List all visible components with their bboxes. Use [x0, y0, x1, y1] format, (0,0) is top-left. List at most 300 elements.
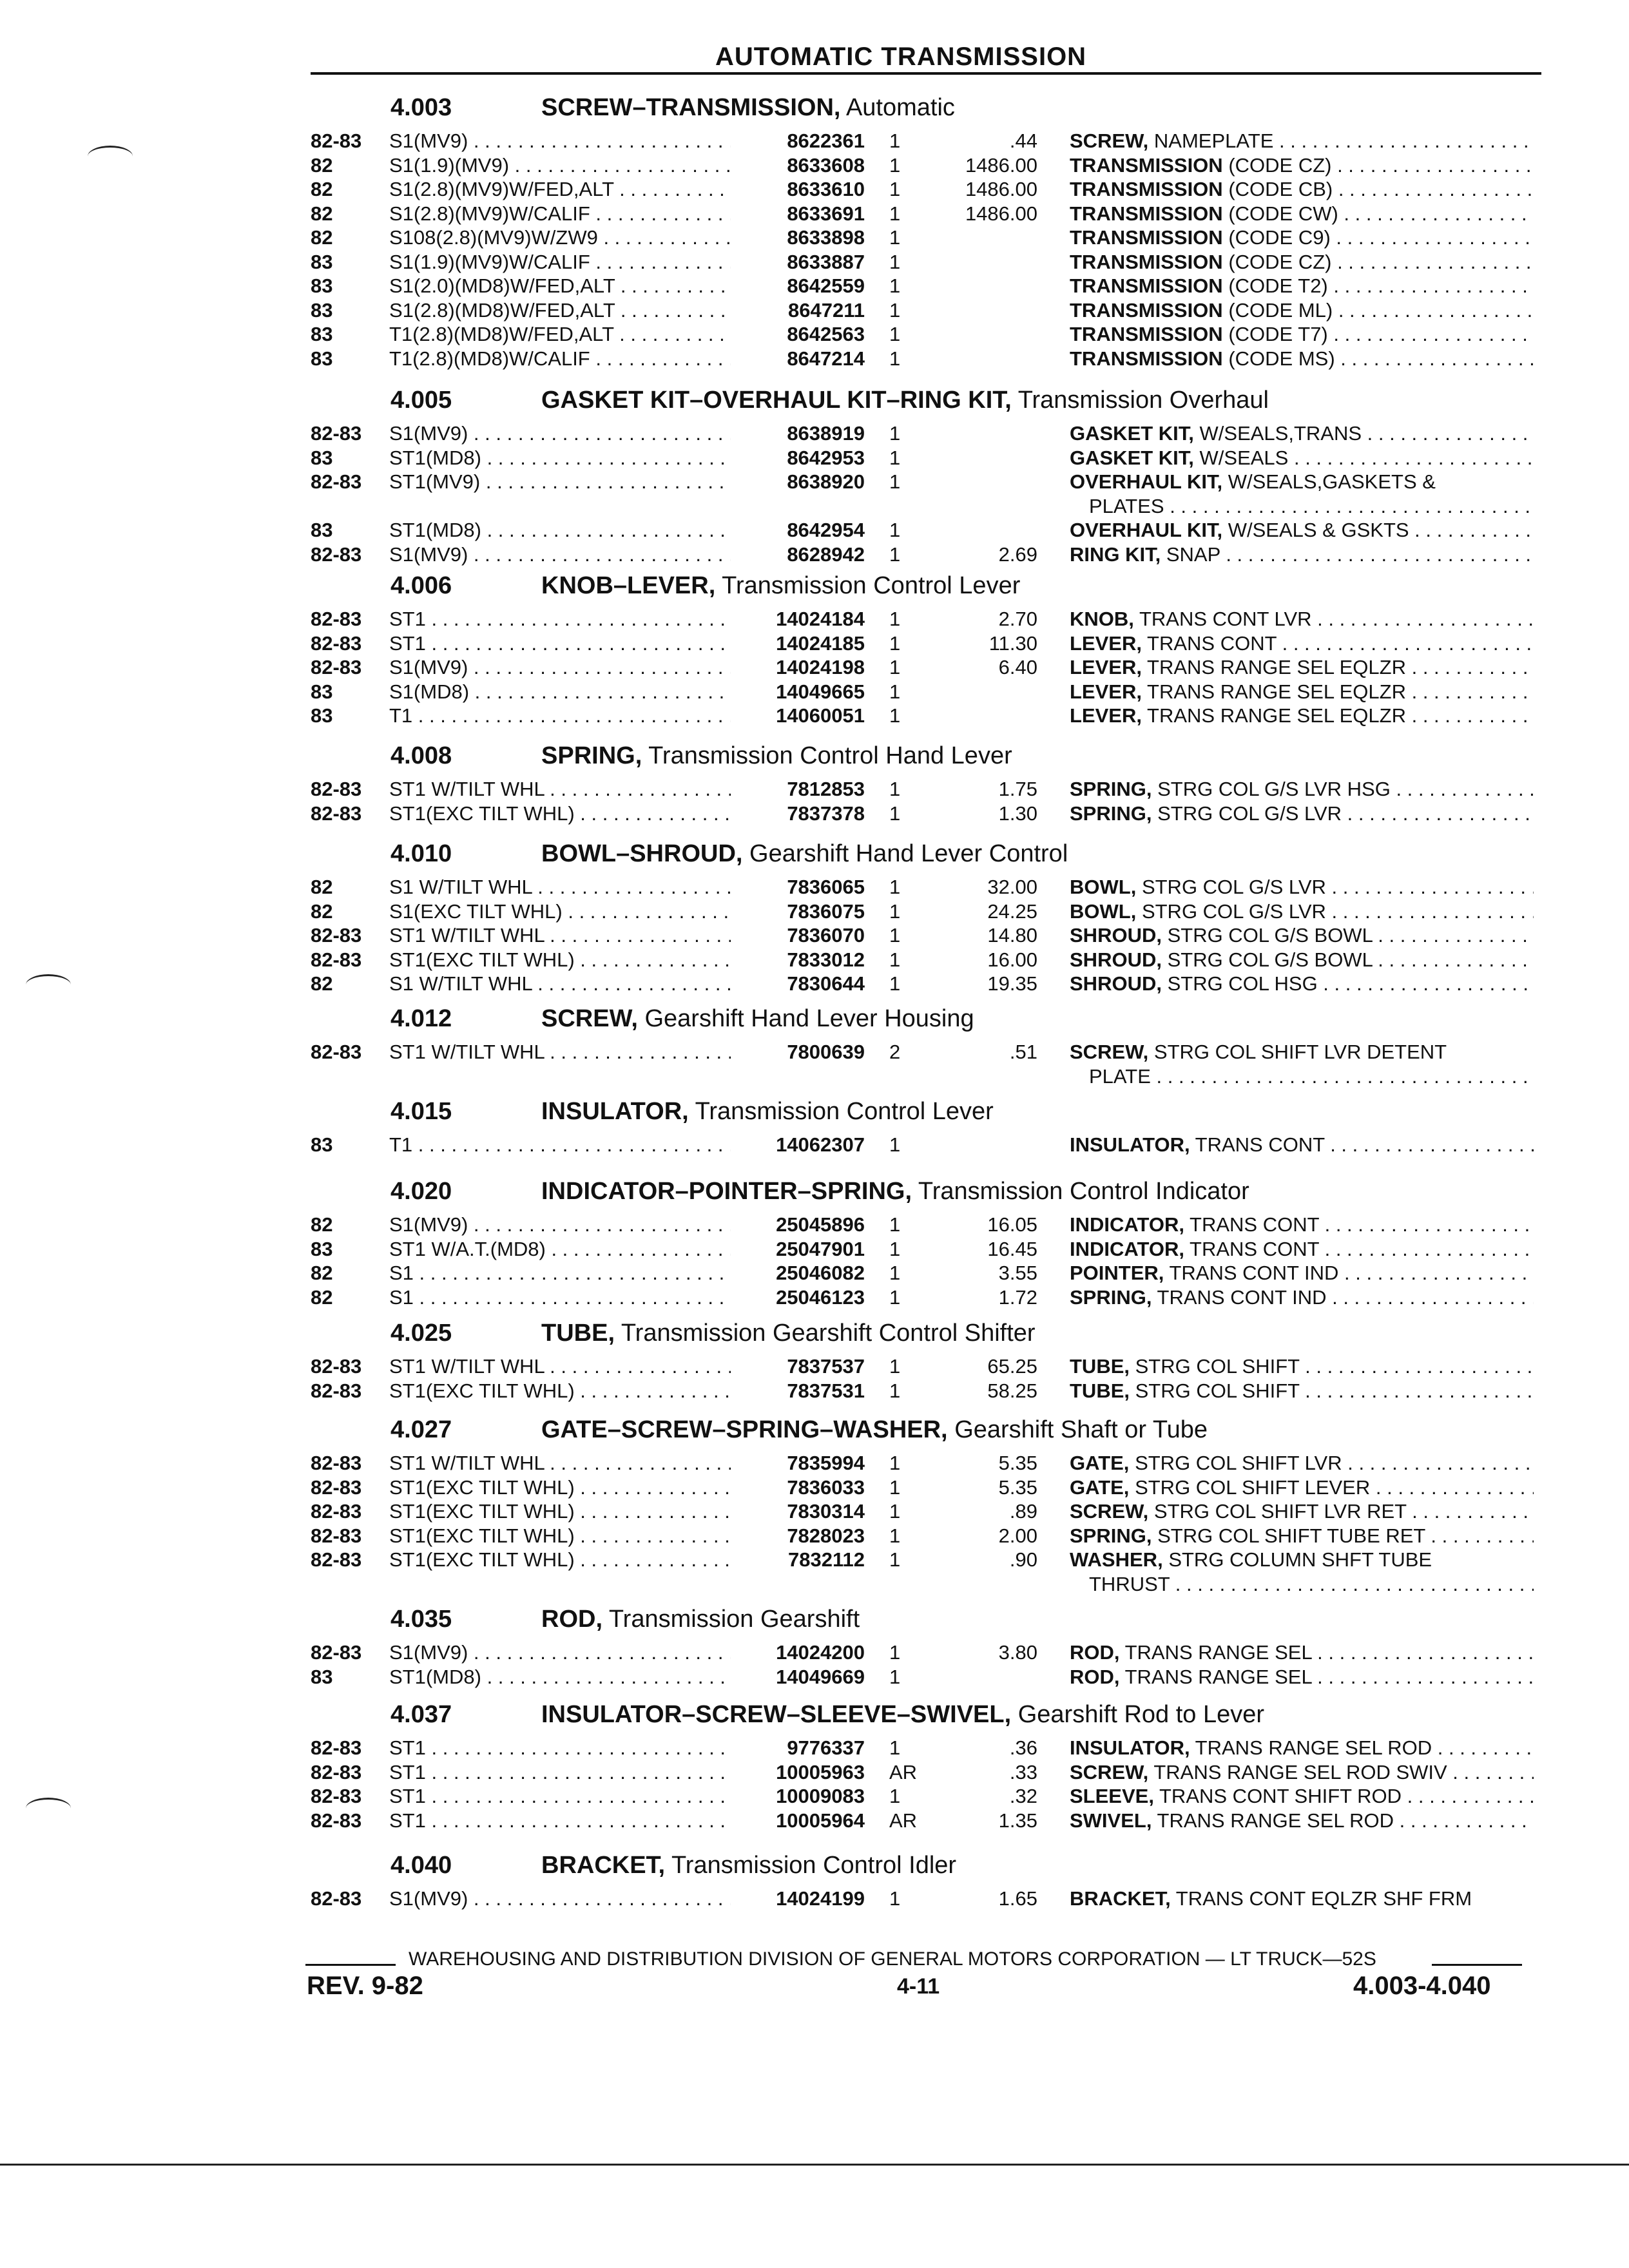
application-desc: S1 W/TILT WHL . . . — [389, 972, 731, 995]
part-name-main: TRANSMISSION — [1070, 323, 1223, 345]
section-title-main: ROD, — [541, 1606, 602, 1633]
part-name — [1070, 518, 1534, 542]
section-title-sub: Gearshift Hand Lever Control — [749, 840, 1068, 867]
quantity: 1 — [889, 924, 901, 947]
price: 5.35 — [998, 1452, 1037, 1474]
part-name-rest: TRANS CONT EQLZR SHF FRM — [1175, 1887, 1472, 1910]
part-name-main: SCREW, — [1070, 130, 1149, 152]
part-name-main: TRANSMISSION — [1070, 250, 1223, 273]
model-year: 82-83 — [311, 924, 362, 947]
part-name-rest: TRANS RANGE SEL EQLZR — [1147, 680, 1406, 703]
part-number: 8633887 — [787, 250, 865, 273]
application-desc: S1(2.8)(MV9)W/CALIF . . . — [389, 202, 731, 226]
part-row — [0, 298, 1629, 322]
model-year: 83 — [311, 1133, 333, 1156]
part-name — [1070, 704, 1534, 727]
part-row — [0, 1887, 1629, 1910]
part-name — [1070, 777, 1534, 801]
model-year: 82-83 — [311, 1785, 362, 1807]
page-header-title: AUTOMATIC TRANSMISSION — [715, 43, 1087, 71]
part-name-main: LEVER, — [1070, 656, 1142, 678]
section-title-main: GATE–SCREW–SPRING–WASHER, — [541, 1416, 948, 1443]
quantity: 1 — [889, 274, 901, 297]
price: .33 — [1009, 1760, 1037, 1783]
part-number: 7812853 — [787, 778, 865, 800]
footer-page-number: 4-11 — [897, 1974, 940, 1999]
quantity: 1 — [889, 1887, 901, 1910]
part-name — [1070, 802, 1534, 825]
part-name — [1070, 470, 1534, 494]
model-year: 82 — [311, 972, 333, 995]
part-row — [0, 1760, 1629, 1784]
price: 16.05 — [987, 1213, 1037, 1236]
part-row — [0, 1237, 1629, 1261]
part-number: 7800639 — [787, 1041, 865, 1063]
model-year: 83 — [311, 446, 333, 469]
part-number: 7832112 — [788, 1548, 865, 1571]
part-name-rest: TRANS RANGE SEL ROD — [1195, 1736, 1432, 1759]
quantity: AR — [889, 1809, 918, 1832]
section-title — [541, 1416, 1208, 1444]
model-year: 83 — [311, 1665, 333, 1688]
quantity: 1 — [889, 1213, 901, 1236]
model-year: 82-83 — [311, 1548, 362, 1571]
section-title-sub: Transmission Control Idler — [671, 1852, 957, 1879]
model-year: 82 — [311, 153, 333, 177]
part-name-rest: STRG COL SHIFT LEVER — [1135, 1475, 1371, 1499]
application-desc: ST1(EXC TILT WHL) . . . — [389, 802, 731, 825]
part-row — [0, 1040, 1629, 1064]
part-name-main: LEVER, — [1070, 680, 1142, 703]
part-number: 14024200 — [776, 1641, 865, 1664]
part-name-main: GASKET KIT, — [1070, 446, 1194, 469]
part-name-main: TRANSMISSION — [1070, 153, 1223, 177]
quantity: 1 — [889, 1285, 901, 1309]
part-number: 25047901 — [776, 1237, 865, 1260]
part-row — [0, 948, 1629, 972]
application-desc: S1(MD8) . . . — [389, 680, 731, 704]
model-year: 83 — [311, 323, 333, 345]
model-year: 82-83 — [311, 1641, 362, 1664]
price: 1486.00 — [965, 202, 1037, 225]
part-row — [0, 1354, 1629, 1378]
part-name-main: GATE, — [1070, 1475, 1130, 1499]
quantity: 1 — [889, 631, 901, 655]
application-desc: ST1 . . . — [389, 1809, 731, 1832]
part-name — [1070, 1499, 1534, 1523]
part-row — [0, 1640, 1629, 1664]
part-number: 8647211 — [788, 298, 865, 322]
price: 1.30 — [998, 802, 1037, 825]
page-bottom-rule — [0, 2164, 1629, 2166]
part-name-main: SPRING, — [1070, 1524, 1152, 1547]
section-title — [541, 742, 1012, 770]
part-name-rest: W/SEALS,GASKETS & — [1228, 470, 1436, 493]
part-row — [0, 1736, 1629, 1760]
part-number: 14049669 — [776, 1665, 865, 1688]
quantity: 1 — [889, 1452, 901, 1474]
price: 14.80 — [987, 924, 1037, 947]
part-name-main: KNOB, — [1070, 608, 1134, 630]
section-title-sub: Transmission Control Indicator — [918, 1178, 1249, 1205]
part-row — [0, 202, 1629, 226]
quantity: 1 — [889, 543, 901, 566]
model-year: 83 — [311, 347, 333, 370]
price: 5.35 — [998, 1475, 1037, 1499]
part-row — [0, 704, 1629, 727]
part-number: 8642563 — [787, 323, 865, 345]
model-year: 83 — [311, 298, 333, 322]
part-name — [1070, 1261, 1534, 1285]
quantity: 1 — [889, 1641, 901, 1664]
part-name — [1070, 972, 1534, 995]
section-title — [541, 572, 1020, 600]
price: .32 — [1009, 1785, 1037, 1807]
part-row — [0, 421, 1629, 445]
part-name-main: ROD, — [1070, 1641, 1120, 1664]
application-desc: S1 W/TILT WHL . . . — [389, 875, 731, 899]
part-name-main: RING KIT, — [1070, 543, 1161, 566]
application-desc: ST1 W/TILT WHL . . . — [389, 777, 731, 801]
application-desc: ST1 W/TILT WHL . . . — [389, 1451, 731, 1475]
application-desc: S1(MV9) . . . — [389, 655, 731, 679]
part-name-main: LEVER, — [1070, 631, 1142, 655]
part-name-main: BRACKET, — [1070, 1887, 1171, 1910]
model-year: 82-83 — [311, 1736, 362, 1759]
part-number: 8638920 — [787, 470, 865, 493]
part-name-rest: TRANS RANGE SEL — [1124, 1665, 1312, 1688]
hole-punch-mark — [88, 146, 133, 167]
application-desc: S1(2.0)(MD8)W/FED,ALT . . . — [389, 274, 731, 298]
section-title-sub: Gearshift Hand Lever Housing — [644, 1005, 974, 1032]
part-name-rest: NAMEPLATE — [1153, 130, 1274, 152]
section-title — [541, 840, 1068, 868]
part-number: 8633691 — [787, 202, 865, 225]
quantity: 1 — [889, 778, 901, 800]
price: 32.00 — [987, 876, 1037, 898]
part-row — [0, 1261, 1629, 1285]
part-name-rest: STRG COL G/S LVR HSG — [1157, 778, 1391, 800]
part-number: 8633898 — [787, 226, 865, 249]
section-header — [0, 840, 1629, 872]
part-name-main: INDICATOR, — [1070, 1237, 1184, 1260]
quantity: 1 — [889, 250, 901, 273]
application-desc: S1 . . . — [389, 1261, 731, 1285]
model-year: 82-83 — [311, 802, 362, 825]
quantity: 1 — [889, 130, 901, 152]
section-title-sub: Gearshift Rod to Lever — [1017, 1701, 1265, 1728]
model-year: 83 — [311, 250, 333, 273]
price: 1.72 — [998, 1285, 1037, 1309]
part-name-rest: STRG COL SHIFT LVR RET — [1153, 1500, 1407, 1523]
part-name-main: INDICATOR, — [1070, 1213, 1184, 1236]
section-title — [541, 387, 1269, 414]
model-year: 82-83 — [311, 778, 362, 800]
price: 1.35 — [998, 1809, 1037, 1832]
application-desc: ST1(EXC TILT WHL) . . . — [389, 1548, 731, 1571]
part-row — [0, 655, 1629, 679]
model-year: 82-83 — [311, 1500, 362, 1523]
part-row — [0, 1213, 1629, 1236]
part-row — [0, 322, 1629, 346]
quantity: 1 — [889, 202, 901, 225]
part-name — [1070, 1887, 1534, 1910]
part-name — [1070, 631, 1534, 655]
part-name — [1070, 347, 1534, 370]
section-number: 4.040 — [390, 1852, 452, 1879]
part-row — [0, 518, 1629, 542]
part-row — [0, 177, 1629, 201]
part-name-rest: STRG COL G/S BOWL — [1167, 924, 1373, 947]
part-name-rest: TRANS RANGE SEL — [1124, 1641, 1312, 1664]
part-name-main: INSULATOR, — [1070, 1133, 1190, 1156]
application-desc: ST1 . . . — [389, 631, 731, 655]
section-number: 4.025 — [390, 1320, 452, 1347]
model-year: 82-83 — [311, 1379, 362, 1402]
section-title-main: TUBE, — [541, 1320, 615, 1347]
quantity: 1 — [889, 1500, 901, 1523]
part-number: 10005963 — [776, 1760, 865, 1783]
price: 2.00 — [998, 1524, 1037, 1547]
footer-division-text: WAREHOUSING AND DISTRIBUTION DIVISION OF GENERAL MOTORS CORPORATION — LT TRUCK—52S — [409, 1948, 1376, 1970]
part-number: 8622361 — [787, 130, 865, 152]
section-title-sub: Transmission Control Lever — [695, 1098, 994, 1125]
application-desc: T1 . . . — [389, 1133, 731, 1157]
part-number: 7830314 — [787, 1500, 865, 1523]
part-name-rest: (CODE CZ) — [1228, 250, 1332, 273]
part-name — [1070, 1524, 1534, 1548]
price: 1.75 — [998, 778, 1037, 800]
model-year: 82-83 — [311, 1809, 362, 1832]
part-name-rest: W/SEALS — [1199, 446, 1289, 469]
section-title-main: GASKET KIT–OVERHAUL KIT–RING KIT, — [541, 387, 1012, 414]
section-number: 4.008 — [390, 742, 452, 769]
part-name — [1070, 226, 1534, 249]
application-desc: S1(MV9) . . . — [389, 421, 731, 445]
quantity: 1 — [889, 608, 901, 630]
part-name-rest: STRG COL SHIFT LVR DETENT — [1153, 1041, 1447, 1063]
part-number: 8647214 — [787, 347, 865, 370]
part-number: 8633608 — [787, 153, 865, 177]
part-row — [0, 1499, 1629, 1523]
quantity: 1 — [889, 1548, 901, 1571]
part-name — [1070, 446, 1534, 470]
model-year: 83 — [311, 274, 333, 297]
application-desc: S1(MV9) . . . — [389, 1213, 731, 1236]
part-number: 7836033 — [787, 1475, 865, 1499]
model-year: 82 — [311, 876, 333, 898]
section-title-sub: Transmission Gearshift Control Shifter — [621, 1320, 1036, 1347]
part-name-rest: TRANS CONT SHIFT ROD — [1159, 1785, 1402, 1807]
model-year: 82-83 — [311, 656, 362, 678]
part-row — [0, 1285, 1629, 1309]
part-name-rest: TRANS CONT — [1195, 1133, 1325, 1156]
part-name-rest: STRG COL SHIFT — [1135, 1355, 1300, 1378]
application-desc: ST1(MD8) . . . — [389, 446, 731, 470]
application-desc: ST1 W/A.T.(MD8) . . . — [389, 1237, 731, 1261]
model-year: 82-83 — [311, 130, 362, 152]
section-header — [0, 1098, 1629, 1130]
application-desc: S1(MV9) . . . — [389, 1640, 731, 1664]
part-name-rest: STRG COL G/S LVR — [1141, 899, 1326, 923]
price: .51 — [1009, 1041, 1037, 1063]
section-header — [0, 742, 1629, 774]
application-desc: ST1 . . . — [389, 1784, 731, 1808]
application-desc: S1(MV9) . . . — [389, 1887, 731, 1910]
part-name — [1070, 1354, 1534, 1378]
part-name-rest: (CODE MS) — [1228, 347, 1335, 370]
application-desc: S1(2.8)(MV9)W/FED,ALT . . . — [389, 177, 731, 201]
part-name — [1070, 680, 1534, 704]
part-name-main: TRANSMISSION — [1070, 178, 1223, 200]
part-name-rest: STRG COL G/S LVR — [1141, 876, 1326, 898]
model-year: 82-83 — [311, 543, 362, 566]
model-year: 82 — [311, 1262, 333, 1284]
price: 24.25 — [987, 899, 1037, 923]
price: 6.40 — [998, 656, 1037, 678]
price: 11.30 — [988, 631, 1037, 655]
part-name-rest: TRANS CONT IND — [1169, 1262, 1339, 1284]
section-title-main: BOWL–SHROUD, — [541, 840, 743, 867]
part-number: 7830644 — [787, 972, 865, 995]
application-desc: ST1(EXC TILT WHL) . . . — [389, 948, 731, 972]
quantity: 1 — [889, 1736, 901, 1759]
quantity: 1 — [889, 1524, 901, 1547]
section-title-sub: Transmission Gearshift — [608, 1606, 860, 1633]
model-year: 82-83 — [311, 1452, 362, 1474]
part-name-main: OVERHAUL KIT, — [1070, 470, 1223, 493]
part-number: 14060051 — [776, 704, 865, 727]
part-name — [1070, 177, 1534, 201]
part-name — [1070, 202, 1534, 226]
quantity: 1 — [889, 347, 901, 370]
section-title-sub: Automatic — [845, 94, 955, 121]
application-desc: ST1(MV9) . . . — [389, 470, 731, 494]
part-name — [1070, 421, 1534, 445]
header-rule — [311, 72, 1541, 75]
part-name-main: GASKET KIT, — [1070, 422, 1194, 445]
part-name — [1070, 1285, 1534, 1309]
part-row — [0, 226, 1629, 249]
application-desc: ST1 . . . — [389, 1736, 731, 1760]
part-name-main: BOWL, — [1070, 876, 1137, 898]
part-name-main: TRANSMISSION — [1070, 202, 1223, 225]
model-year: 83 — [311, 704, 333, 727]
part-name — [1070, 1475, 1534, 1499]
section-header — [0, 387, 1629, 419]
part-name-continued: PLATE . . . — [1089, 1064, 1534, 1088]
part-number: 7837537 — [787, 1355, 865, 1378]
part-name-main: POINTER, — [1070, 1262, 1164, 1284]
application-desc: S1 . . . — [389, 1285, 731, 1309]
model-year: 83 — [311, 680, 333, 703]
model-year: 83 — [311, 1237, 333, 1260]
part-name-main: SCREW, — [1070, 1041, 1149, 1063]
part-name — [1070, 1640, 1534, 1664]
part-row — [0, 1524, 1629, 1548]
part-name-main: SHROUD, — [1070, 948, 1162, 971]
quantity: 1 — [889, 153, 901, 177]
model-year: 82 — [311, 178, 333, 200]
part-row — [0, 680, 1629, 704]
part-name-rest: TRANS CONT — [1190, 1237, 1319, 1260]
part-name-rest: STRG COL HSG — [1167, 972, 1318, 995]
model-year: 82-83 — [311, 948, 362, 971]
part-number: 8642954 — [787, 519, 865, 541]
part-name-rest: TRANS CONT IND — [1157, 1285, 1327, 1309]
part-name — [1070, 322, 1534, 346]
quantity: 1 — [889, 1379, 901, 1402]
part-number: 14049665 — [776, 680, 865, 703]
price: 2.69 — [998, 543, 1037, 566]
part-name-rest: TRANS RANGE SEL EQLZR — [1147, 704, 1406, 727]
part-row — [0, 470, 1629, 494]
part-row — [0, 1665, 1629, 1689]
part-number: 10005964 — [776, 1809, 865, 1832]
part-name — [1070, 1736, 1534, 1760]
part-name — [1070, 1213, 1534, 1236]
section-title-main: BRACKET, — [541, 1852, 666, 1879]
part-number: 14024184 — [776, 608, 865, 630]
quantity: 1 — [889, 519, 901, 541]
quantity: 1 — [889, 298, 901, 322]
part-row — [0, 802, 1629, 825]
model-year: 82-83 — [311, 1887, 362, 1910]
application-desc: S1(1.9)(MV9) . . . — [389, 153, 731, 177]
price: .90 — [1009, 1548, 1037, 1571]
part-name-main: SPRING, — [1070, 1285, 1152, 1309]
quantity: AR — [889, 1760, 918, 1783]
part-number: 7836070 — [787, 924, 865, 947]
hole-punch-mark — [26, 1798, 71, 1819]
section-header — [0, 1852, 1629, 1884]
quantity: 1 — [889, 1355, 901, 1378]
part-name — [1070, 1784, 1534, 1808]
part-name-main: SCREW, — [1070, 1760, 1149, 1783]
section-number: 4.027 — [390, 1416, 452, 1443]
application-desc: S1(1.9)(MV9)W/CALIF . . . — [389, 250, 731, 274]
model-year: 82 — [311, 899, 333, 923]
price: 1486.00 — [965, 178, 1037, 200]
part-name-rest: (CODE ML) — [1228, 298, 1333, 322]
part-number: 14024198 — [776, 656, 865, 678]
section-title-main: SPRING, — [541, 742, 642, 769]
quantity: 1 — [889, 422, 901, 445]
section-title — [541, 1178, 1249, 1206]
part-name-rest: (CODE T7) — [1228, 323, 1328, 345]
application-desc: ST1 W/TILT WHL . . . — [389, 923, 731, 947]
part-name — [1070, 923, 1534, 947]
part-name — [1070, 1133, 1534, 1157]
quantity: 1 — [889, 1133, 901, 1156]
model-year: 82-83 — [311, 631, 362, 655]
part-name-main: SPRING, — [1070, 778, 1152, 800]
part-name-rest: STRG COL SHIFT LVR — [1135, 1452, 1342, 1474]
application-desc: S1(EXC TILT WHL) . . . — [389, 899, 731, 923]
quantity: 1 — [889, 446, 901, 469]
price: 3.80 — [998, 1641, 1037, 1664]
part-row — [0, 1379, 1629, 1403]
section-title — [541, 1852, 956, 1879]
part-name — [1070, 543, 1534, 566]
section-header — [0, 1005, 1629, 1037]
application-desc: S1(2.8)(MD8)W/FED,ALT . . . — [389, 298, 731, 322]
part-name-rest: TRANS CONT — [1190, 1213, 1319, 1236]
part-number: 8642953 — [787, 446, 865, 469]
part-number: 9776337 — [787, 1736, 865, 1759]
section-title-sub: Gearshift Shaft or Tube — [954, 1416, 1208, 1443]
price: 2.70 — [998, 608, 1037, 630]
